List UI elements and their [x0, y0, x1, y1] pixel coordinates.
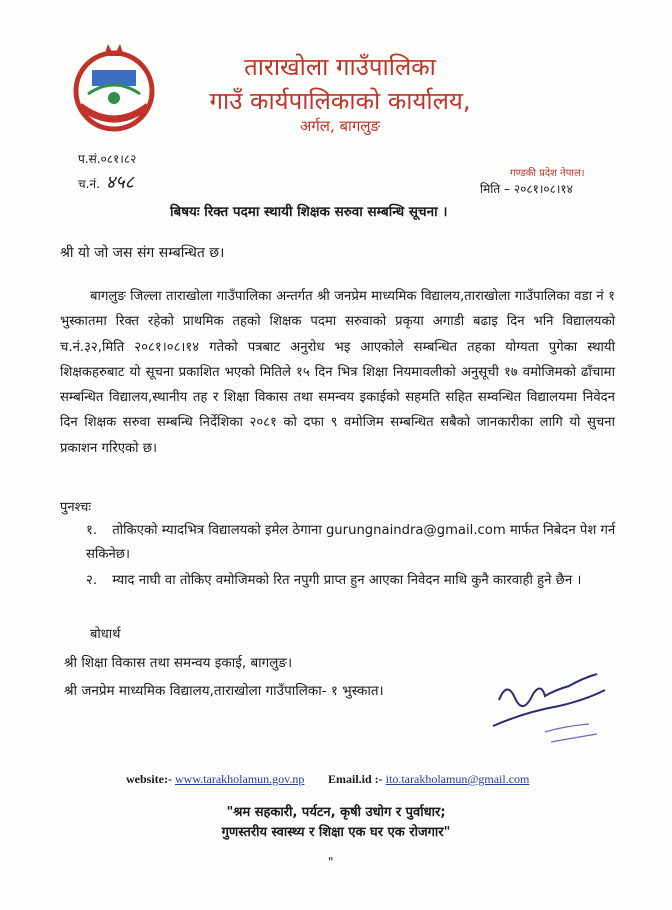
handwritten-signature-icon: [485, 660, 615, 750]
school-email: gurungnaindra@gmail.com: [325, 523, 506, 538]
subject-line: बिषयः रिक्त पदमा स्थायी शिक्षक सरुवा सम्बन्धि सूचना ।: [170, 204, 448, 220]
dispatch-label: च.नं.: [78, 177, 100, 191]
email-label: Email.id :-: [328, 772, 383, 786]
office-name: गाउँ कार्यपालिकाको कार्यालय,: [209, 87, 471, 115]
postscript-item: [86, 569, 616, 593]
email-link[interactable]: ito.tarakholamun@gmail.com: [385, 772, 530, 786]
motto-line: गुणस्तरीय स्वास्थ्य र शिक्षा एक घर एक रोजगार": [221, 825, 451, 840]
motto-line: "श्रम सहकारी, पर्यटन, कृषी उधोग र पुर्वाधार;: [226, 805, 446, 820]
salutation: श्री यो जो जस संग सम्बन्धित छ।: [60, 245, 225, 261]
item-text: म्याद नाघी वा तोकिए वमोजिमको रित नपुगी प्राप्त हुन आएका निवेदन माथि कुनै कारवाही हुने छैन ।: [112, 573, 582, 588]
closing-mark: ": [328, 855, 334, 869]
office-address: अर्गल, बागलुङ: [299, 117, 381, 135]
postscript-item: [86, 519, 616, 567]
letter-date: मिति – २०८१।०८।१४: [480, 182, 573, 196]
notice-body: बागलुङ जिल्ला ताराखोला गाउँपालिका अन्तर्गत श्री जनप्रेम माध्यमिक विद्यालय,ताराखोला गाउँपालिका वडा नं १ भुस्कातमा रिक्त रहेको प्राथमिक तहको शिक्षक पदमा सरुवाको प्रकृया अगाडी बढाइ दिन भनि विद्यालयको च.नं.३२,मिति २०८१।०८।१४ गतेको पत्रबाट अनुरोध भइ आएकोले सम्बन्धित तहका योग्यता पुगेका स्थायी शिक्षकहरुबाट यो सूचना प्रकाशित भएको मितिले १५ दिन भित्र शिक्षा नियमावलीको अनुसूची १७ वमोजिमको ढाँचामा सम्बन्धित विद्यालय,स्थानीय तह र शिक्षा विकास तथा समन्वय इकाईको सहमति सहित सम्वन्धित विद्यालयमा निवेदन दिन शिक्षक सरुवा सम्बन्धि निर्देशिका २०८१ को दफा ९ वमोजिम सम्बन्धित सबैको जानकारीका लागि यो सुचना प्रकाशन गरिएको छ।: [60, 289, 615, 456]
letter-number: प.सं.०८१।८२: [78, 152, 137, 166]
dispatch-number: [78, 170, 134, 194]
item-text-tail: मार्फत निबेदन पेश गर्न सकिनेछ।: [86, 523, 616, 562]
website-link[interactable]: www.tarakholamun.gov.np: [174, 772, 305, 786]
email-line: [328, 772, 529, 787]
cc-label: बोधार्थ: [90, 627, 121, 642]
postscript-label: पुनश्चः: [60, 500, 92, 515]
website-line: [126, 772, 304, 787]
item-text: तोकिएको म्यादभित्र विद्यालयको इमेल ठेगाना: [112, 523, 326, 538]
cc-recipient: श्री शिक्षा विकास तथा समन्वय इकाई, बागलुङ।: [64, 655, 293, 671]
item-number: २.: [86, 573, 98, 588]
municipality-name: ताराखोला गाउँपालिका: [244, 53, 436, 81]
item-number: १.: [86, 523, 98, 538]
dispatch-value: ४५८: [105, 172, 135, 193]
cc-recipient: श्री जनप्रेम माध्यमिक विद्यालय,ताराखोला गाउँपालिका- १ भुस्कात।: [64, 683, 384, 699]
website-label: website:-: [126, 772, 172, 786]
province-stamp-text: गण्डकी प्रदेश नेपाल।: [510, 168, 585, 179]
